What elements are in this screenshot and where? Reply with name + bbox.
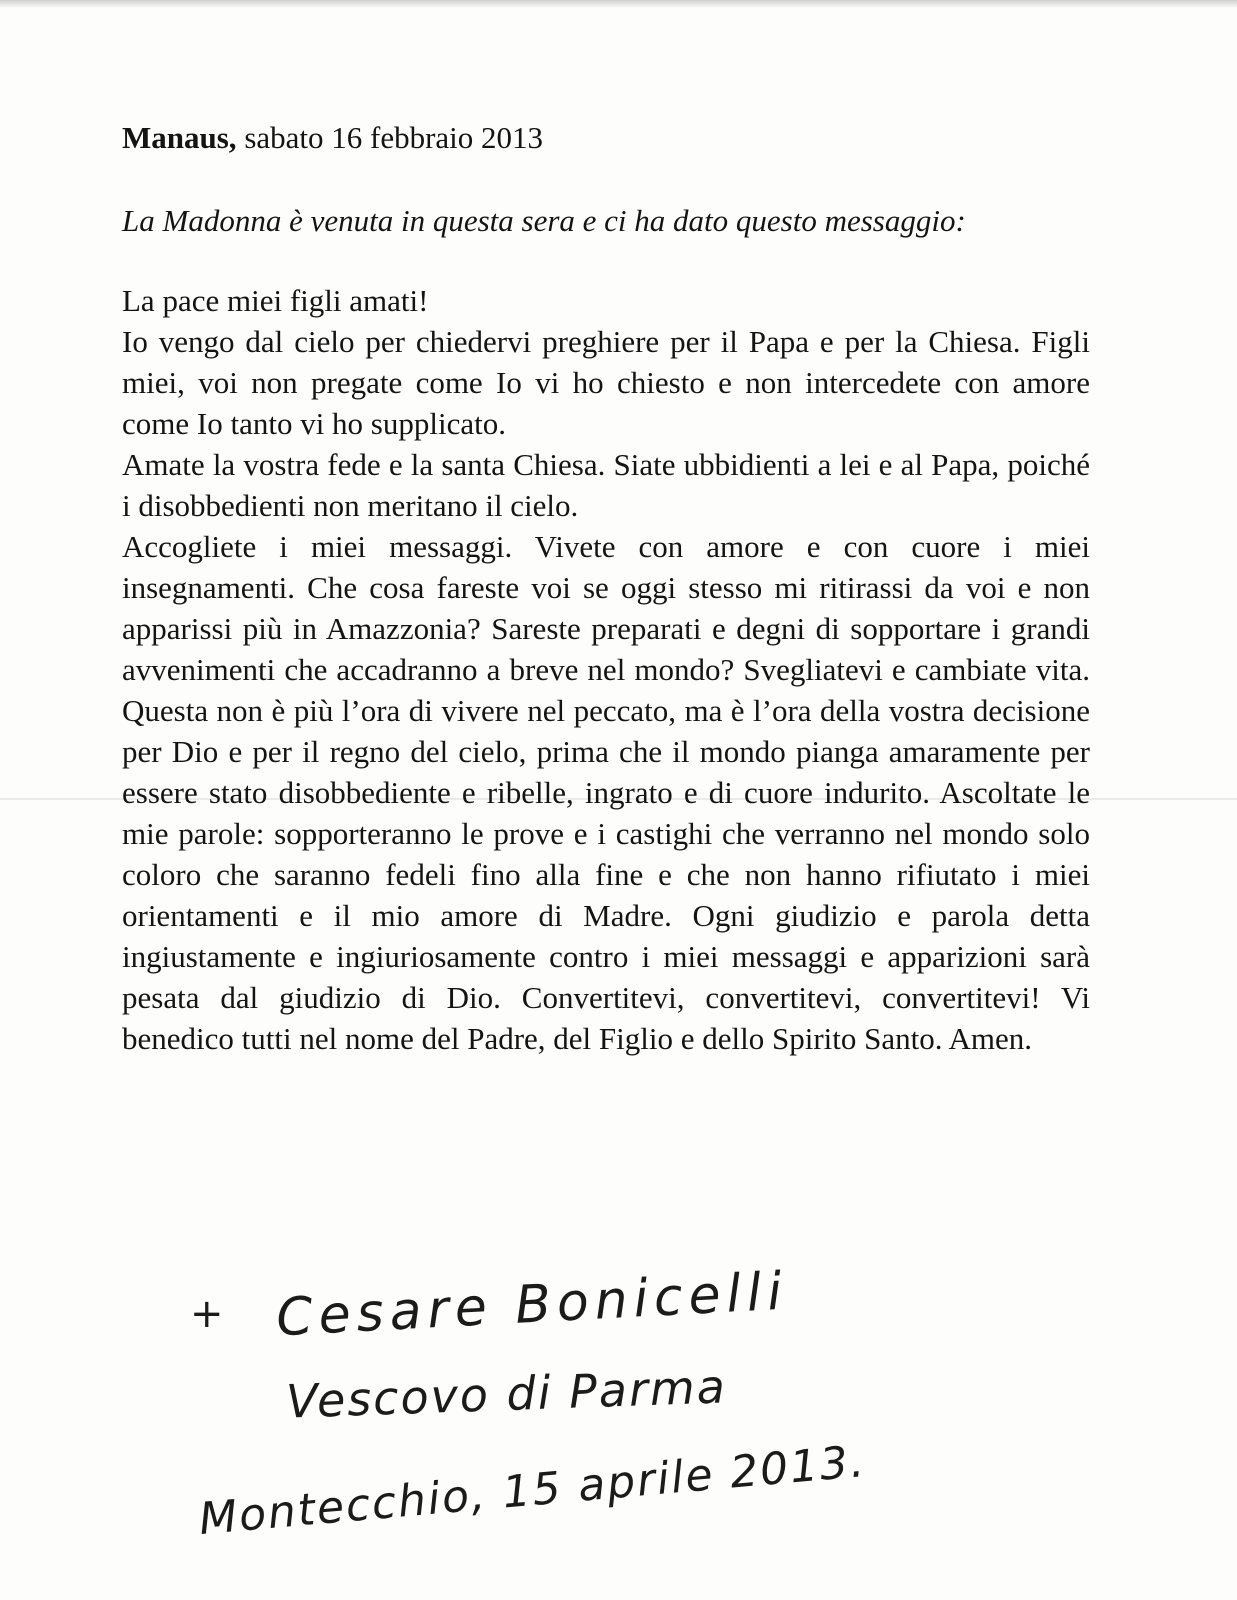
signature-title: Vescovo di Parma [285, 1359, 728, 1429]
date-city: Manaus, [122, 120, 237, 155]
message-paragraph-1: Io vengo dal cielo per chiedervi preghiere per il Papa e per la Chiesa. Figli miei, voi non pregate come Io vi ho chiesto e non intercedete con amore come Io tanto vi ho supplicato. [122, 324, 1090, 441]
message-greeting: La pace miei figli amati! [122, 283, 429, 318]
signature-place-date: Montecchio, 15 aprile 2013. [197, 1435, 868, 1546]
date-text: sabato 16 febbraio 2013 [236, 120, 544, 155]
letter-date-line [122, 118, 1090, 158]
letter-body [122, 118, 1090, 1059]
letter-intro: La Madonna è venuta in questa sera e ci ha dato questo messaggio: [122, 203, 966, 238]
signature-name: Cesare Bonicelli [274, 1261, 790, 1349]
message-paragraph-3: Accogliete i miei messaggi. Vivete con amore e con cuore i miei insegnamenti. Che cosa fareste voi se oggi stesso mi ritirassi da voi e non apparissi più in Amazzonia? Sareste preparati e degni di sopportare i grandi avvenimenti che accadranno a breve nel mondo? Svegliatevi e cambiate vita. Questa non è più l’ora di vivere nel peccato, ma è l’ora della vostra decisione per Dio e per il regno del cielo, prima che il mondo pianga amaramente per essere stato disobbediente e ribelle, ingrato e di cuore indurito. Ascoltate le mie parole: sopporteranno le prove e i castighi che verranno nel mondo solo coloro che saranno fedeli fino alla fine e che non hanno rifiutato i miei orientamenti e il mio amore di Madre. Ogni giudizio e parola detta ingiustamente e ingiuriosamente contro i miei messaggi e apparizioni sarà pesata dal giudizio di Dio. Convertitevi, convertitevi, convertitevi! Vi benedico tutti nel nome del Padre, del Figlio e dello Spirito Santo. Amen. [122, 529, 1090, 1056]
handwritten-signature [190, 1255, 1090, 1585]
message-paragraph-2: Amate la vostra fede e la santa Chiesa. Siate ubbidienti a lei e al Papa, poiché i disobbedienti non meritano il cielo. [122, 447, 1090, 523]
signature-cross: + [190, 1291, 226, 1337]
paper-top-edge [0, 0, 1237, 8]
